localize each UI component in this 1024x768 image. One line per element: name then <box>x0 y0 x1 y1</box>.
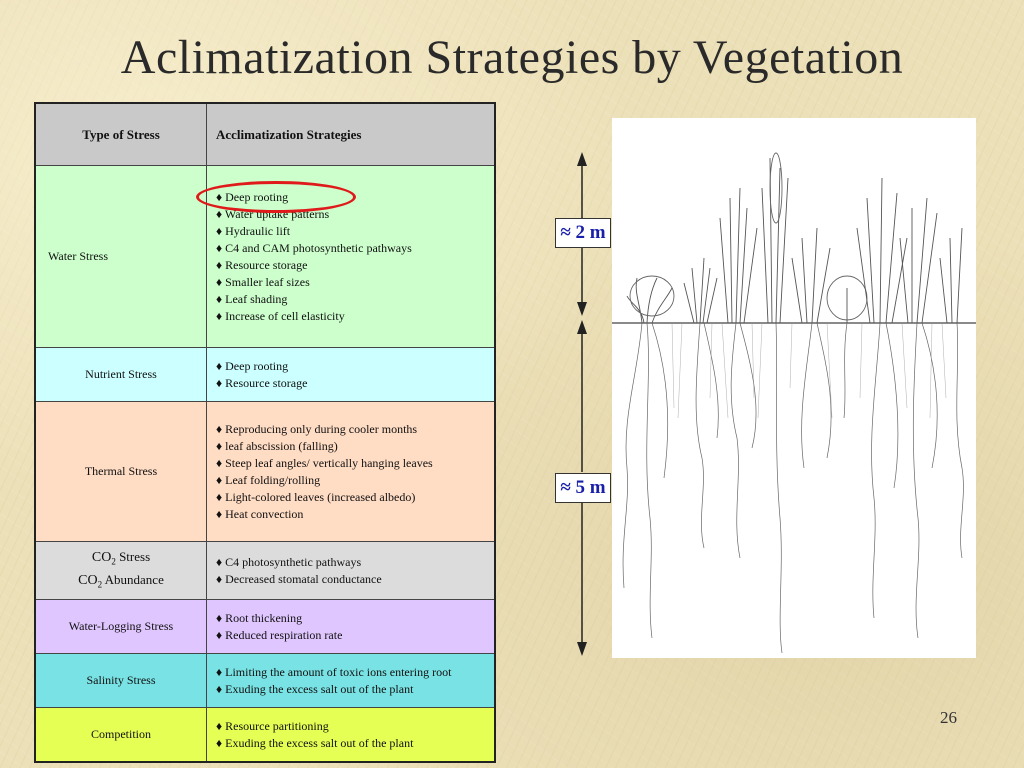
strategy-item: ♦ Root thickening <box>216 610 303 625</box>
table-row-competition <box>35 708 495 763</box>
strategies-thermal <box>207 402 496 542</box>
header-acclimatization-strategies: Acclimatization Strategies <box>207 103 496 166</box>
stress-label-nutrient: Nutrient Stress <box>35 348 207 402</box>
strategy-item: ♦ Resource storage <box>216 257 308 272</box>
strategies-co2 <box>207 542 496 600</box>
stress-label-thermal: Thermal Stress <box>35 402 207 542</box>
table-row-water-logging-stress <box>35 600 495 654</box>
page-number: 26 <box>940 708 957 727</box>
strategy-item: ♦ Leaf shading <box>216 291 288 306</box>
highlight-ellipse <box>196 181 356 213</box>
arrow-head-top-down <box>577 302 587 316</box>
strategy-item: ♦ Decreased stomatal conductance <box>216 571 382 586</box>
scale-label-5m: ≈ 5 m <box>555 473 611 503</box>
strategy-item: ♦ Deep rooting <box>216 358 289 373</box>
table-row-co2 <box>35 542 495 600</box>
co2-stress-label: $CO_2$ Stress <box>91 548 151 567</box>
table-row-nutrient-stress <box>35 348 495 402</box>
slide-title: Aclimatization Strategies by Vegetation <box>120 31 904 84</box>
arrow-head-bottom-down <box>577 642 587 656</box>
fine-root-hatching <box>672 323 946 418</box>
strategy-item: ♦ Hydraulic lift <box>216 223 291 238</box>
strategy-item: ♦ Limiting the amount of toxic ions entering root <box>216 664 452 679</box>
stress-label-water: Water Stress <box>35 166 207 348</box>
strategy-item: ♦ Steep leaf angles/ vertically hanging leaves <box>216 455 433 470</box>
stress-label-water-logging: Water-Logging Stress <box>35 600 207 654</box>
strategy-item: ♦ Resource partitioning <box>216 718 329 733</box>
stress-label-co2 <box>35 542 207 600</box>
strategies-nutrient <box>207 348 496 402</box>
stress-label-competition: Competition <box>35 708 207 763</box>
strategy-item: ♦ Resource storage <box>216 375 308 390</box>
table-header-row <box>35 103 495 166</box>
stress-label-salinity: Salinity Stress <box>35 654 207 708</box>
strategy-item: ♦ Reduced respiration rate <box>216 627 343 642</box>
strategies-competition <box>207 708 496 763</box>
strategy-item: ♦ Exuding the excess salt out of the plant <box>216 735 414 750</box>
strategy-item: ♦ Increase of cell elasticity <box>216 308 345 323</box>
strategies-water-logging <box>207 600 496 654</box>
strategy-item: ♦ C4 and CAM photosynthetic pathways <box>216 240 412 255</box>
strategy-item: ♦ Smaller leaf sizes <box>216 274 310 289</box>
plant-root-illustration <box>612 118 976 658</box>
strategy-item: ♦ leaf abscission (falling) <box>216 438 338 453</box>
header-type-of-stress: Type of Stress <box>35 103 207 166</box>
strategy-item: ♦ Exuding the excess salt out of the plant <box>216 681 414 696</box>
strategy-item: ♦ Light-colored leaves (increased albedo) <box>216 489 416 504</box>
strategy-item: ♦ Leaf folding/rolling <box>216 472 321 487</box>
shoot-sketches <box>627 153 962 323</box>
strategy-item: ♦ Reproducing only during cooler months <box>216 421 418 436</box>
strategy-item: ♦ Water uptake patterns <box>216 206 330 221</box>
table-row-thermal-stress <box>35 402 495 542</box>
scale-label-2m: ≈ 2 m <box>555 218 611 248</box>
arrow-head-top-up <box>577 152 587 166</box>
arrow-head-bottom-up <box>577 320 587 334</box>
co2-abundance-label: $CO_2$ Abundance <box>78 571 164 590</box>
plant-root-drawing <box>612 118 976 658</box>
root-sketches <box>623 323 963 653</box>
strategy-item: ♦ Heat convection <box>216 506 304 521</box>
strategy-item: ♦ Deep rooting <box>216 189 289 204</box>
strategies-salinity <box>207 654 496 708</box>
table-row-salinity-stress <box>35 654 495 708</box>
strategy-item: ♦ C4 photosynthetic pathways <box>216 554 362 569</box>
